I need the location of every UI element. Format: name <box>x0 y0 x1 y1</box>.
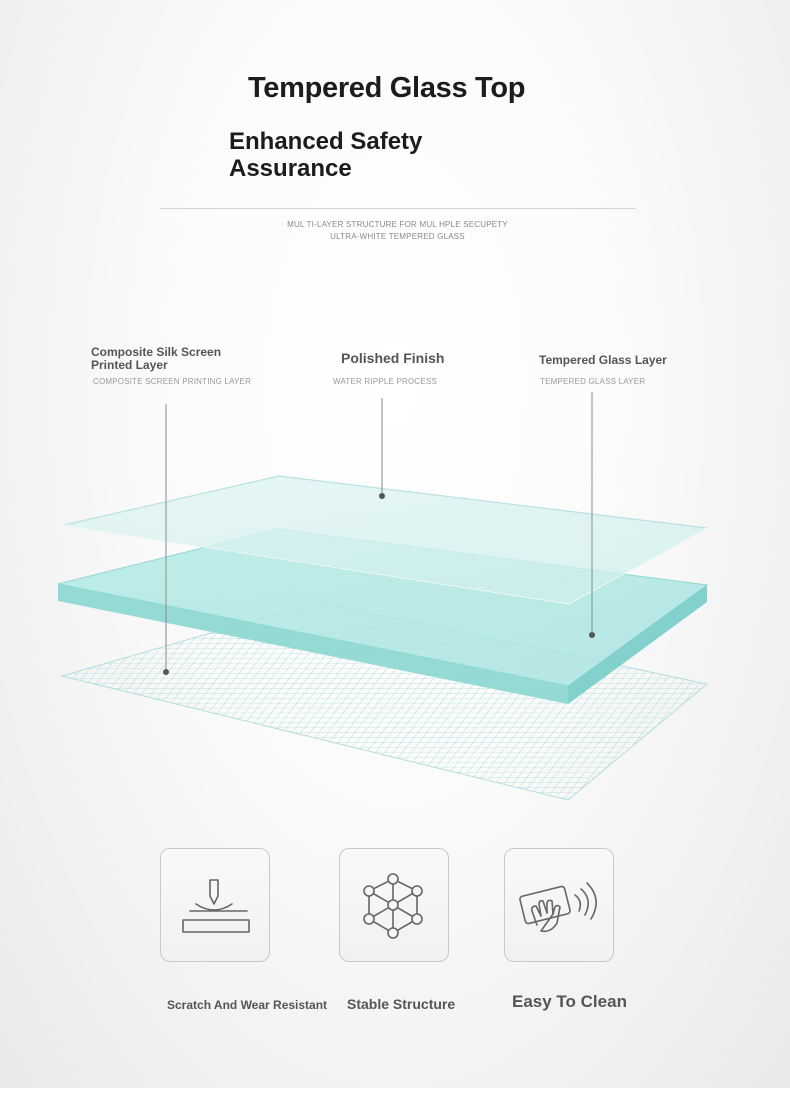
easy-clean-card <box>504 848 614 962</box>
scratch-resistant-card <box>160 848 270 962</box>
tempered-glass-leader-dot <box>589 632 595 638</box>
structure-caption: MUL TI-LAYER STRUCTURE FOR MUL HPLE SECUPETY <box>287 220 508 229</box>
glass-caption: ULTRA-WHITE TEMPERED GLASS <box>330 232 465 241</box>
silk-screen-leader-dot <box>163 669 169 675</box>
tempered-glass-layer-label: Tempered Glass Layer <box>539 353 667 367</box>
silk-screen-layer-sublabel: COMPOSITE SCREEN PRINTING LAYER <box>93 377 252 386</box>
page-title: Tempered Glass Top <box>248 72 526 104</box>
silk-screen-layer-label: Composite Silk Screen Printed Layer <box>91 345 222 372</box>
stable-structure-card <box>339 848 449 962</box>
polished-finish-leader-dot <box>379 493 385 499</box>
cleaning-hand-icon <box>505 849 612 960</box>
scratch-resistant-label: Scratch And Wear Resistant <box>167 998 328 1012</box>
page-subtitle: Enhanced Safety Assurance <box>229 128 423 182</box>
polished-finish-label: Polished Finish <box>341 350 445 366</box>
polished-finish-sublabel: WATER RIPPLE PROCESS <box>333 377 438 386</box>
scratch-resistant-icon <box>161 849 268 960</box>
stable-structure-label: Stable Structure <box>347 996 456 1012</box>
tempered-glass-layer-sublabel: TEMPERED GLASS LAYER <box>540 377 646 386</box>
easy-clean-label: Easy To Clean <box>512 992 627 1011</box>
molecule-structure-icon <box>340 849 447 960</box>
